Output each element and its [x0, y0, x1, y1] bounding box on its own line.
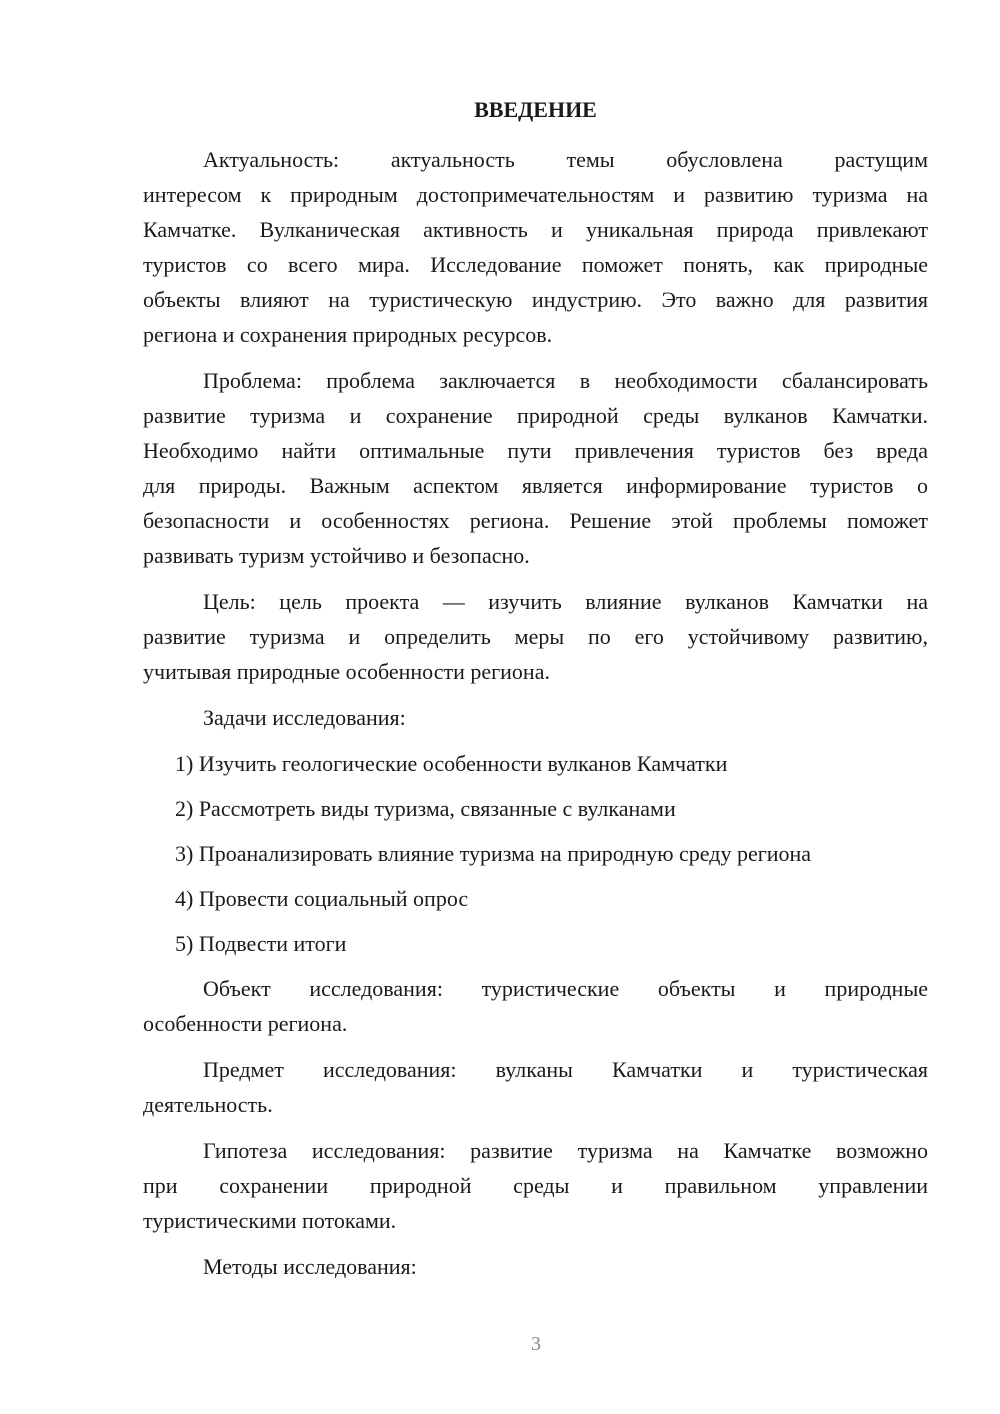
paragraph [143, 700, 928, 735]
paragraph-line: Методы исследования: [203, 1254, 417, 1279]
paragraph-line: туристическими потоками. [143, 1208, 397, 1233]
paragraph-line: для природы. Важным аспектом является информирование туристов о [143, 473, 928, 498]
paragraph-line: Камчатке. Вулканическая активность и уникальная природа привлекают [143, 217, 928, 242]
paragraph-line: при сохранении природной среды и правильном управлении [143, 1173, 928, 1198]
paragraph-line: Гипотеза исследования: развитие туризма на Камчатке возможно [203, 1138, 928, 1163]
paragraph [143, 971, 928, 1041]
paragraph [143, 1249, 928, 1284]
task-list-item: 5) Подвести итоги [175, 931, 347, 956]
paragraph-line: Объект исследования: туристические объекты и природные [203, 976, 928, 1001]
task-list-item: 3) Проанализировать влияние туризма на природную среду региона [175, 841, 812, 866]
paragraph-line: региона и сохранения природных ресурсов. [143, 322, 553, 347]
page-number: 3 [531, 1333, 541, 1355]
paragraph-line: туристов со всего мира. Исследование поможет понять, как природные [143, 252, 928, 277]
paragraph-line: Необходимо найти оптимальные пути привлечения туристов без вреда [143, 438, 928, 463]
paragraph-line: деятельность. [143, 1092, 273, 1117]
paragraph [143, 142, 928, 352]
paragraph [143, 363, 928, 573]
paragraph-line: Проблема: проблема заключается в необходимости сбалансировать [203, 368, 928, 393]
paragraph-line: Цель: цель проекта — изучить влияние вулканов Камчатки на [203, 589, 928, 614]
task-list-item: 4) Провести социальный опрос [175, 886, 469, 911]
paragraph-line: развитие туризма и сохранение природной среды вулканов Камчатки. [143, 403, 928, 428]
paragraph-line: Задачи исследования: [203, 705, 406, 730]
paragraph-line: интересом к природным достопримечательностям и развитию туризма на [143, 182, 928, 207]
task-list-item: 1) Изучить геологические особенности вулканов Камчатки [175, 751, 728, 776]
paragraph-line: безопасности и особенностях региона. Решение этой проблемы поможет [143, 508, 928, 533]
paragraph-line: учитывая природные особенности региона. [143, 659, 550, 684]
paragraph [143, 584, 928, 689]
page-body [143, 92, 928, 1295]
paragraph [143, 1052, 928, 1122]
paragraph-line: особенности региона. [143, 1011, 348, 1036]
paragraph-line: Актуальность: актуальность темы обусловлена растущим [203, 147, 928, 172]
paragraphs-after-list [143, 971, 928, 1284]
paragraph-line: Предмет исследования: вулканы Камчатки и туристическая [203, 1057, 928, 1082]
paragraph-line: объекты влияют на туристическую индустрию. Это важно для развития [143, 287, 928, 312]
paragraph [143, 1133, 928, 1238]
tasks-list [143, 746, 928, 961]
paragraph-line: развитие туризма и определить меры по его устойчивому развитию, [143, 624, 928, 649]
section-heading: ВВЕДЕНИЕ [474, 97, 597, 122]
task-list-item: 2) Рассмотреть виды туризма, связанные с вулканами [175, 796, 676, 821]
paragraph-line: развивать туризм устойчиво и безопасно. [143, 543, 530, 568]
paragraphs-before-list [143, 142, 928, 735]
